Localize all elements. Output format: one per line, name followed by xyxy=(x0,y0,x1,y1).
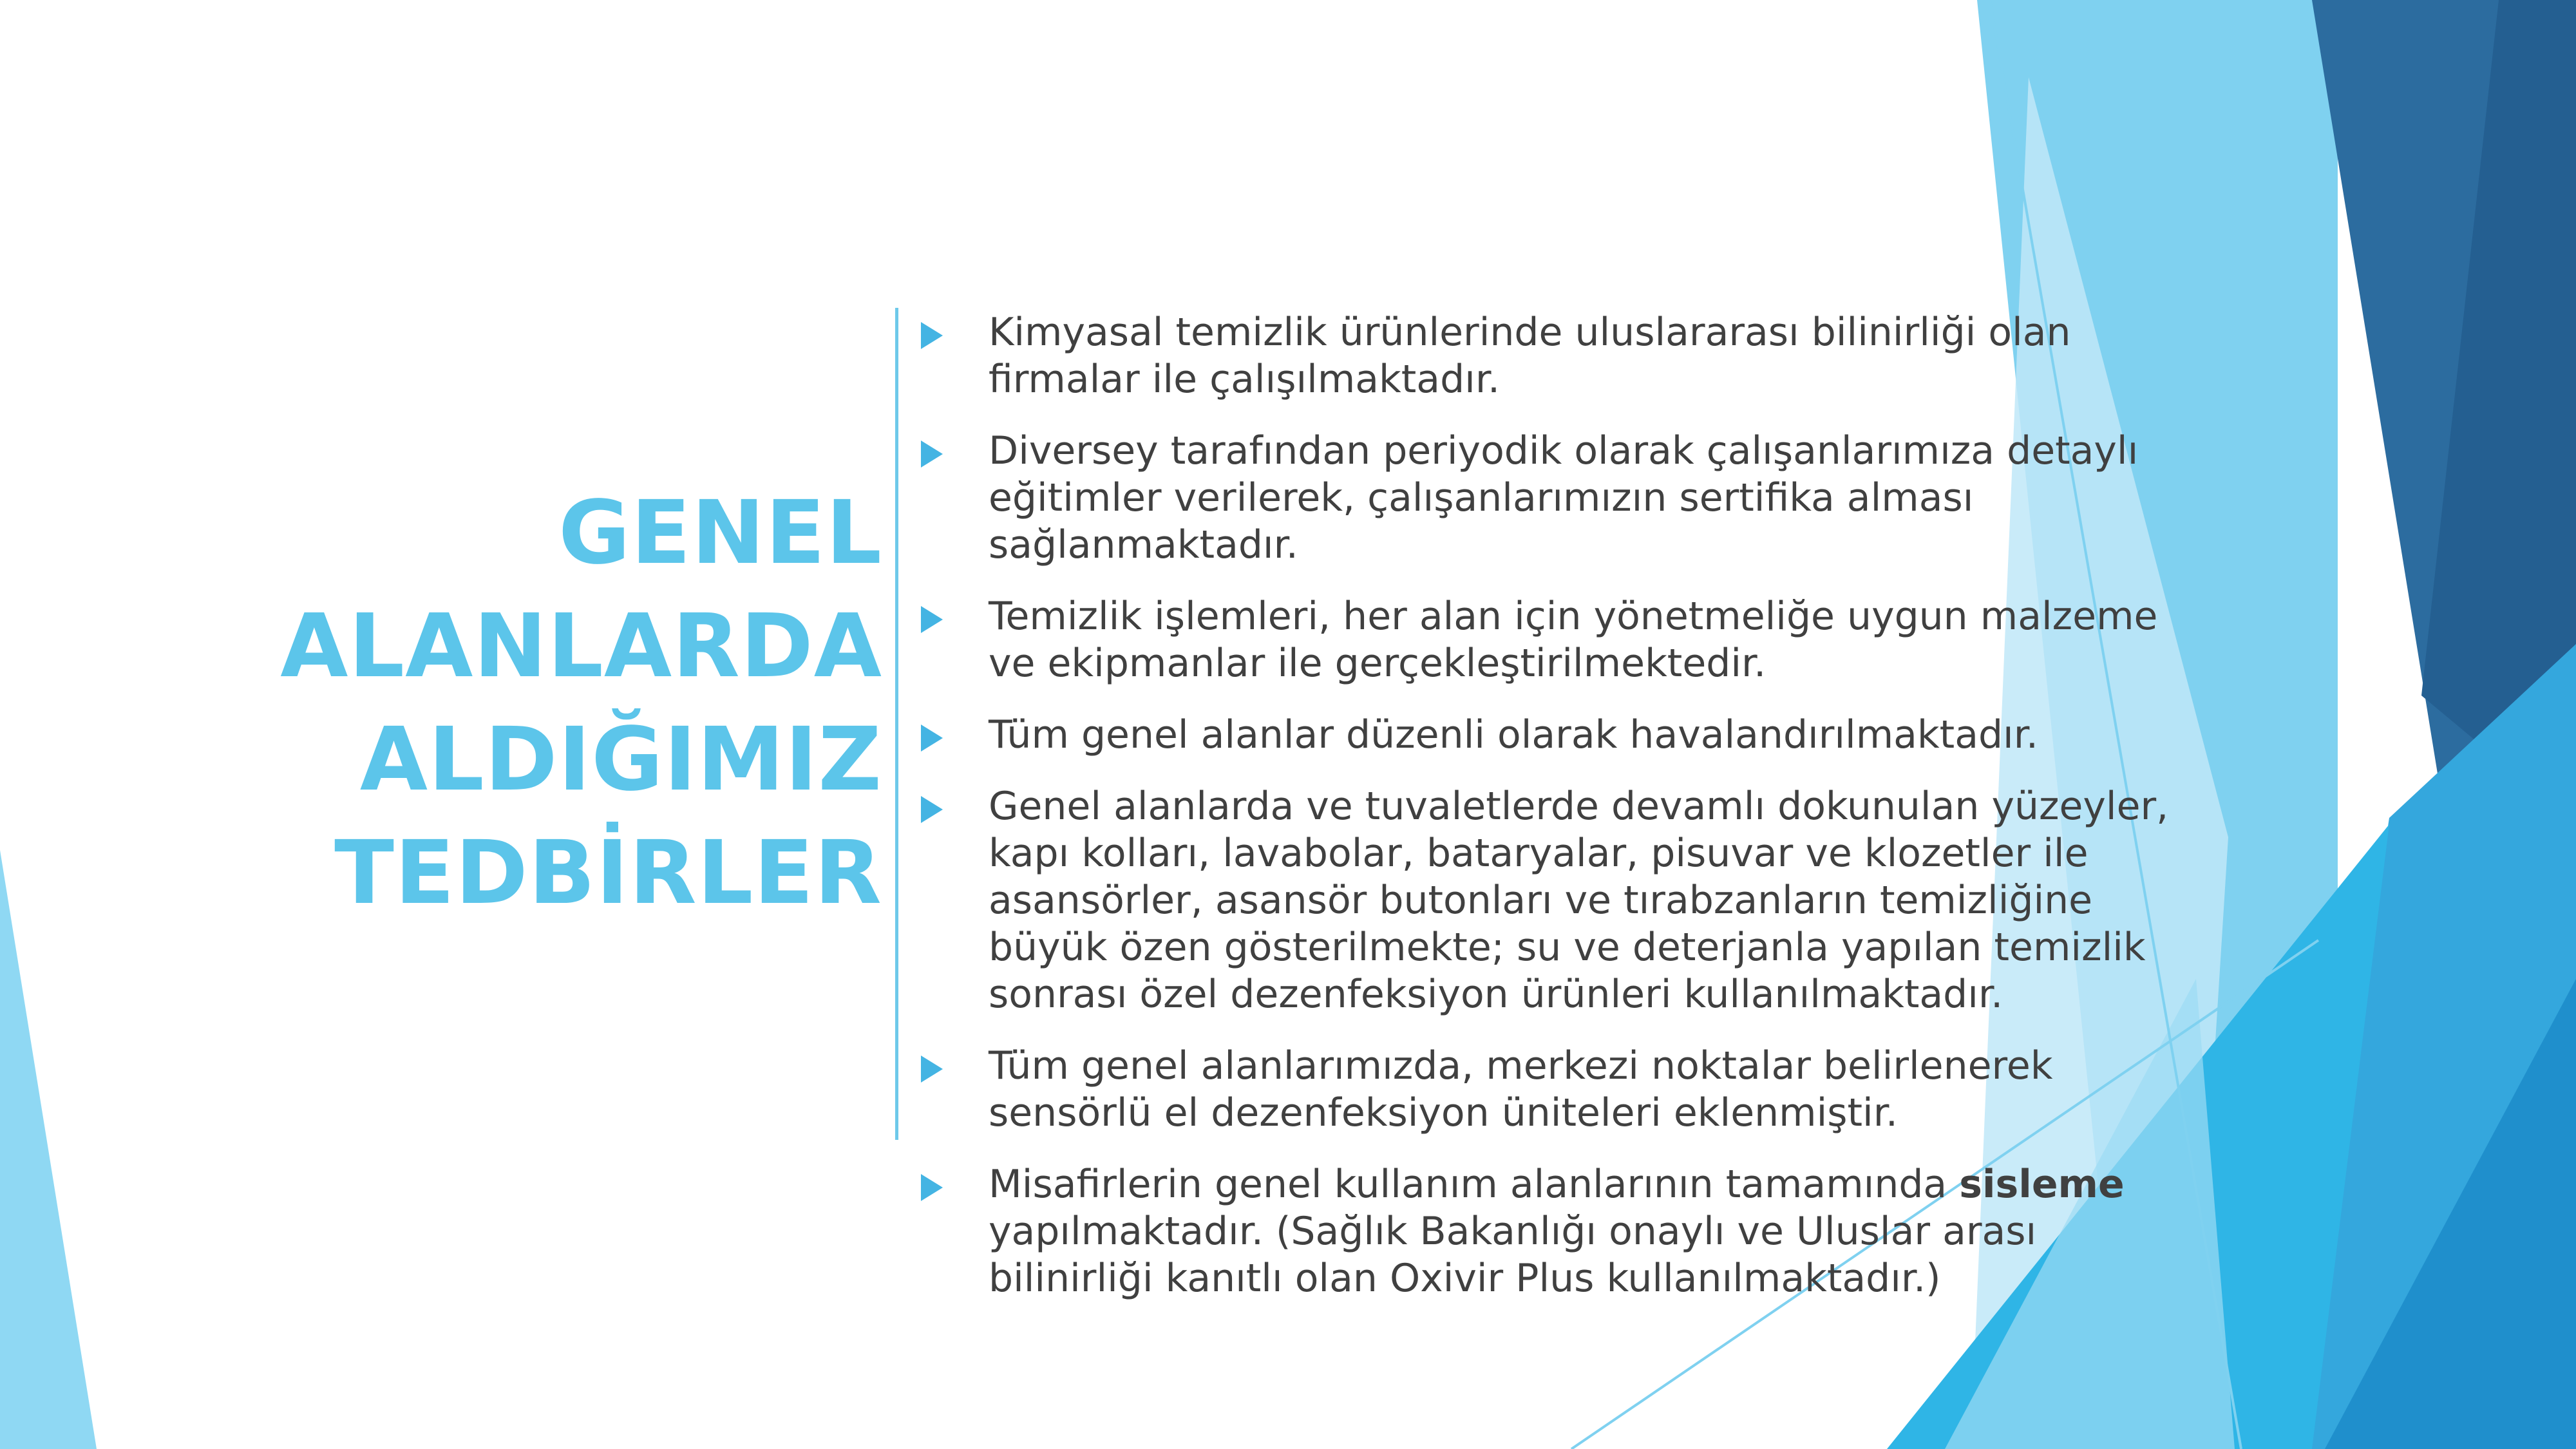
triangle-bullet-icon xyxy=(921,1056,943,1083)
bullet-text-bold: sisleme xyxy=(1959,1162,2125,1207)
bullet-text: Temizlik işlemleri, her alan için yönetmeliğe uygun malzeme ve ekipmanlar ile gerçekleştirilmektedir. xyxy=(989,594,2158,686)
title-line: TEDBİRLER xyxy=(334,822,882,924)
triangle-bullet-icon xyxy=(921,606,943,633)
bullet-text: Genel alanlarda ve tuvaletlerde devamlı dokunulan yüzeyler, kapı kolları, lavabolar, bataryalar, pisuvar ve klozetler ile asansörler, asansör butonları ve tırabzanların temizliğine büyük özen gösterilmekte; su ve deterjanla yapılan temizlik sonrası özel dezenfeksiyon ürünleri kullanılmaktadır. xyxy=(989,784,2169,1017)
bullet-text-part: yapılmaktadır. (Sağlık Bakanlığı onaylı ve Uluslar arası bilinirliği kanıtlı olan Oxivir Plus kullanılmaktadır.) xyxy=(989,1209,2037,1301)
bullet-text xyxy=(989,1162,2125,1301)
bullet-item xyxy=(914,428,2190,569)
bullet-text: Diversey tarafından periyodik olarak çalışanlarımıza detaylı eğitimler verilerek, çalışanlarımızın sertifika alması sağlanmaktadır. xyxy=(989,428,2139,567)
title-line: ALDIĞIMIZ xyxy=(359,709,882,811)
title-line: ALANLARDA xyxy=(280,596,882,697)
slide-title xyxy=(193,477,882,930)
title-line: GENEL xyxy=(558,482,882,584)
bullet-item xyxy=(914,1161,2190,1302)
triangle-bullet-icon xyxy=(921,796,943,823)
triangle-bullet-icon xyxy=(921,440,943,468)
bullet-item xyxy=(914,309,2190,403)
vertical-divider xyxy=(895,308,898,1140)
triangle-bullet-icon xyxy=(921,1174,943,1201)
triangle-bullet-icon xyxy=(921,724,943,752)
bullet-text: Tüm genel alanlarımızda, merkezi noktalar belirlenerek sensörlü el dezenfeksiyon üniteleri eklenmiştir. xyxy=(989,1043,2053,1135)
bullet-item xyxy=(914,593,2190,687)
bullet-text: Kimyasal temizlik ürünlerinde uluslararası bilinirliği olan firmalar ile çalışılmaktadır. xyxy=(989,310,2071,402)
left-accent-shape xyxy=(0,850,97,1449)
bullet-item xyxy=(914,783,2190,1018)
bullet-text: Tüm genel alanlar düzenli olarak havalandırılmaktadır. xyxy=(989,712,2038,757)
bullet-list xyxy=(914,309,2190,1327)
bullet-item xyxy=(914,712,2190,759)
bullet-text-part: Misafirlerin genel kullanım alanlarının tamamında xyxy=(989,1162,1960,1207)
triangle-bullet-icon xyxy=(921,322,943,349)
bullet-item xyxy=(914,1043,2190,1137)
